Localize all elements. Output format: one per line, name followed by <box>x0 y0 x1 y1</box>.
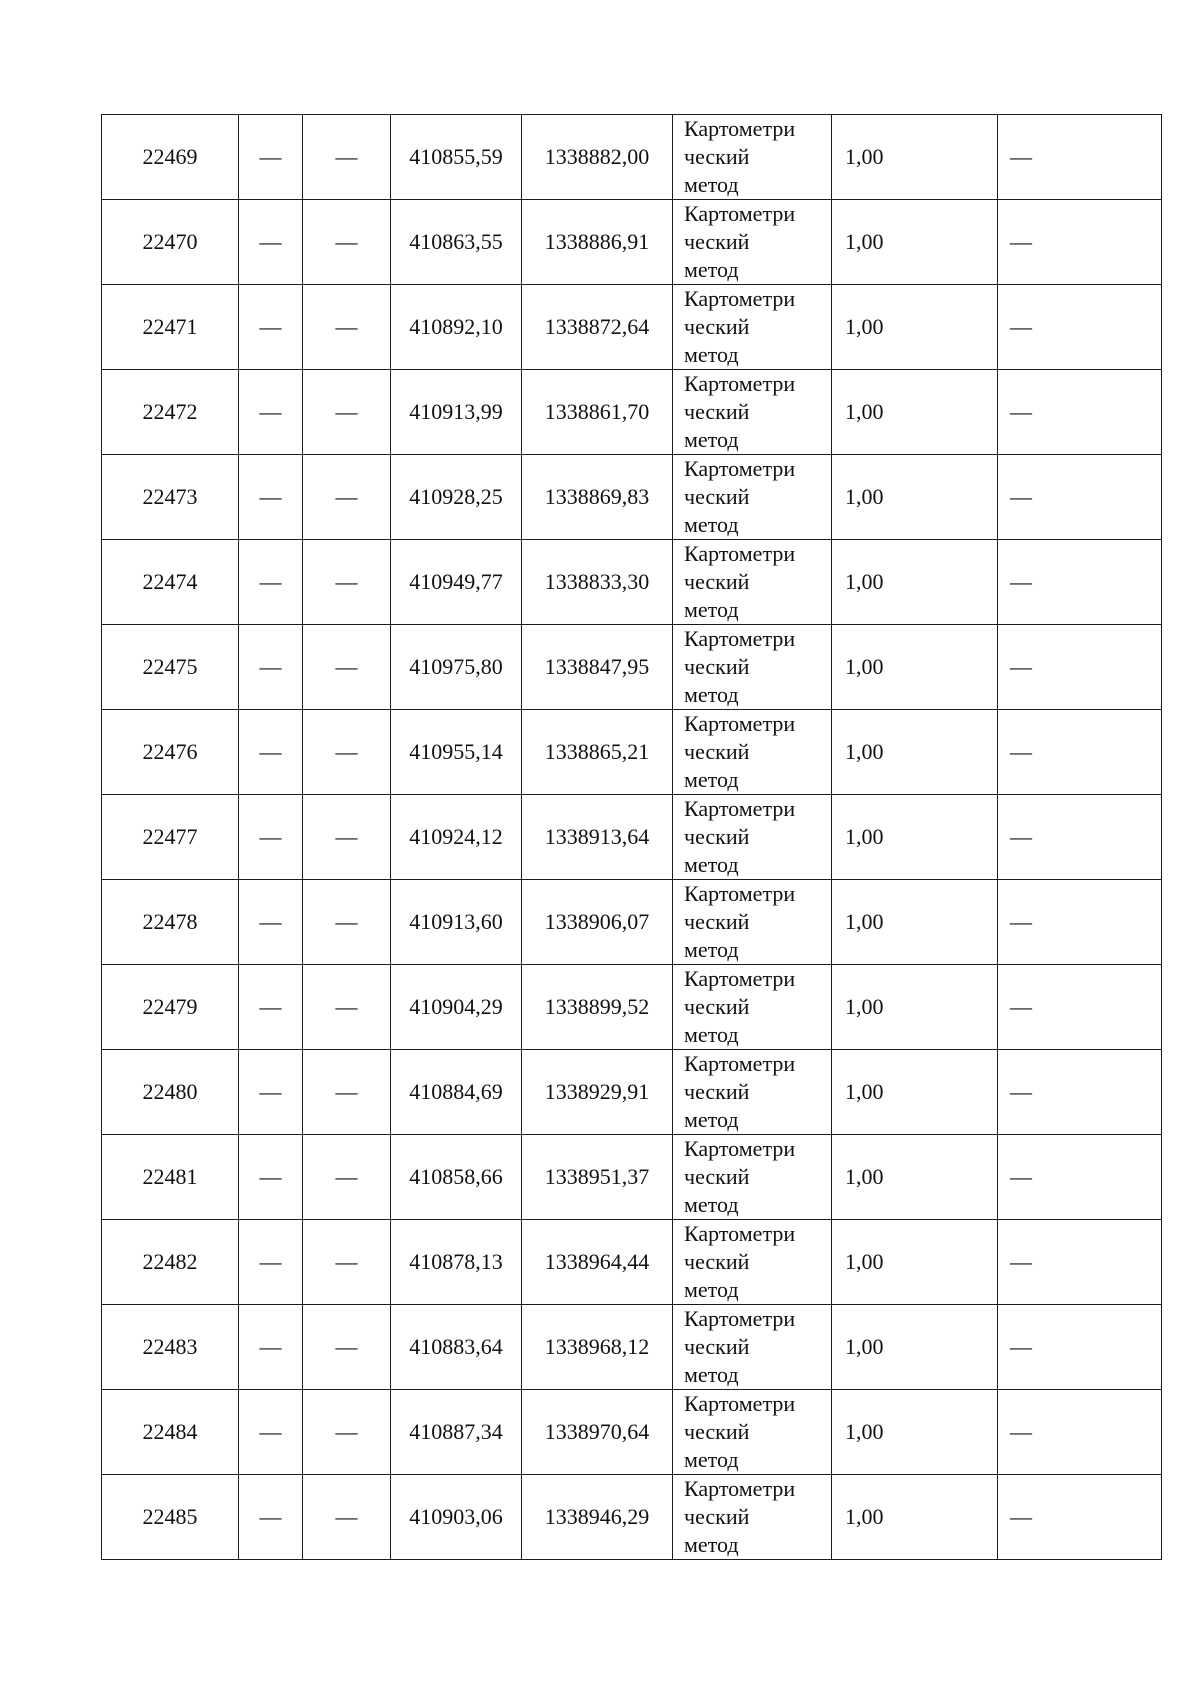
method-text-line: метод <box>684 937 739 962</box>
method-text-line: Картометри <box>684 456 796 481</box>
method-cell <box>673 625 832 710</box>
empty-dash-cell: — <box>303 540 391 625</box>
point-number-cell: 22478 <box>102 880 239 965</box>
method-text-line: ческий <box>684 399 750 424</box>
method-cell <box>673 1135 832 1220</box>
table-row <box>102 625 1162 710</box>
method-text-line: метод <box>684 767 739 792</box>
empty-dash-cell: — <box>239 710 303 795</box>
point-number-cell: 22483 <box>102 1305 239 1390</box>
method-cell <box>673 1475 832 1560</box>
accuracy-cell: 1,00 <box>832 625 998 710</box>
table-row <box>102 285 1162 370</box>
y-coordinate-cell: 1338869,83 <box>522 455 673 540</box>
method-text-line: метод <box>684 512 739 537</box>
y-coordinate-cell: 1338886,91 <box>522 200 673 285</box>
method-cell <box>673 200 832 285</box>
table-row <box>102 115 1162 200</box>
accuracy-cell: 1,00 <box>832 795 998 880</box>
method-text-line: ческий <box>684 994 750 1019</box>
accuracy-cell: 1,00 <box>832 115 998 200</box>
method-text-line: метод <box>684 1447 739 1472</box>
method-cell <box>673 285 832 370</box>
empty-dash-cell: — <box>239 370 303 455</box>
coordinates-table <box>101 114 1162 1560</box>
accuracy-cell: 1,00 <box>832 1305 998 1390</box>
method-text-line: ческий <box>684 1079 750 1104</box>
method-text-line: ческий <box>684 229 750 254</box>
table-row <box>102 795 1162 880</box>
method-text-line: ческий <box>684 1419 750 1444</box>
y-coordinate-cell: 1338970,64 <box>522 1390 673 1475</box>
x-coordinate-cell: 410887,34 <box>391 1390 522 1475</box>
note-dash-cell: — <box>998 965 1162 1050</box>
accuracy-cell: 1,00 <box>832 200 998 285</box>
y-coordinate-cell: 1338968,12 <box>522 1305 673 1390</box>
x-coordinate-cell: 410924,12 <box>391 795 522 880</box>
method-text-line: ческий <box>684 484 750 509</box>
y-coordinate-cell: 1338906,07 <box>522 880 673 965</box>
method-text-line: ческий <box>684 144 750 169</box>
empty-dash-cell: — <box>303 1390 391 1475</box>
x-coordinate-cell: 410884,69 <box>391 1050 522 1135</box>
note-dash-cell: — <box>998 1220 1162 1305</box>
x-coordinate-cell: 410892,10 <box>391 285 522 370</box>
method-text-line: ческий <box>684 1164 750 1189</box>
empty-dash-cell: — <box>303 965 391 1050</box>
y-coordinate-cell: 1338882,00 <box>522 115 673 200</box>
method-text-line: метод <box>684 1022 739 1047</box>
x-coordinate-cell: 410883,64 <box>391 1305 522 1390</box>
y-coordinate-cell: 1338913,64 <box>522 795 673 880</box>
point-number-cell: 22475 <box>102 625 239 710</box>
table-row <box>102 1135 1162 1220</box>
empty-dash-cell: — <box>239 1390 303 1475</box>
y-coordinate-cell: 1338833,30 <box>522 540 673 625</box>
method-text-line: ческий <box>684 909 750 934</box>
note-dash-cell: — <box>998 455 1162 540</box>
point-number-cell: 22471 <box>102 285 239 370</box>
method-text-line: Картометри <box>684 201 796 226</box>
point-number-cell: 22473 <box>102 455 239 540</box>
point-number-cell: 22470 <box>102 200 239 285</box>
method-cell <box>673 1050 832 1135</box>
x-coordinate-cell: 410955,14 <box>391 710 522 795</box>
empty-dash-cell: — <box>239 1220 303 1305</box>
y-coordinate-cell: 1338964,44 <box>522 1220 673 1305</box>
empty-dash-cell: — <box>303 1475 391 1560</box>
point-number-cell: 22482 <box>102 1220 239 1305</box>
point-number-cell: 22469 <box>102 115 239 200</box>
empty-dash-cell: — <box>239 880 303 965</box>
empty-dash-cell: — <box>303 710 391 795</box>
x-coordinate-cell: 410949,77 <box>391 540 522 625</box>
method-text-line: Картометри <box>684 711 796 736</box>
empty-dash-cell: — <box>303 370 391 455</box>
x-coordinate-cell: 410913,60 <box>391 880 522 965</box>
method-text-line: Картометри <box>684 371 796 396</box>
point-number-cell: 22484 <box>102 1390 239 1475</box>
note-dash-cell: — <box>998 1050 1162 1135</box>
method-text-line: метод <box>684 1107 739 1132</box>
empty-dash-cell: — <box>303 625 391 710</box>
method-text-line: Картометри <box>684 116 796 141</box>
empty-dash-cell: — <box>303 795 391 880</box>
method-cell <box>673 880 832 965</box>
method-text-line: ческий <box>684 569 750 594</box>
method-text-line: метод <box>684 682 739 707</box>
empty-dash-cell: — <box>239 625 303 710</box>
empty-dash-cell: — <box>239 1050 303 1135</box>
point-number-cell: 22481 <box>102 1135 239 1220</box>
table-row <box>102 880 1162 965</box>
method-cell <box>673 540 832 625</box>
empty-dash-cell: — <box>239 1475 303 1560</box>
empty-dash-cell: — <box>303 200 391 285</box>
point-number-cell: 22479 <box>102 965 239 1050</box>
method-text-line: Картометри <box>684 796 796 821</box>
y-coordinate-cell: 1338872,64 <box>522 285 673 370</box>
point-number-cell: 22474 <box>102 540 239 625</box>
accuracy-cell: 1,00 <box>832 540 998 625</box>
accuracy-cell: 1,00 <box>832 965 998 1050</box>
accuracy-cell: 1,00 <box>832 1220 998 1305</box>
table-row <box>102 1220 1162 1305</box>
y-coordinate-cell: 1338861,70 <box>522 370 673 455</box>
method-text-line: метод <box>684 852 739 877</box>
empty-dash-cell: — <box>303 1220 391 1305</box>
empty-dash-cell: — <box>303 285 391 370</box>
method-text-line: метод <box>684 342 739 367</box>
y-coordinate-cell: 1338847,95 <box>522 625 673 710</box>
empty-dash-cell: — <box>239 455 303 540</box>
x-coordinate-cell: 410863,55 <box>391 200 522 285</box>
accuracy-cell: 1,00 <box>832 1390 998 1475</box>
table-row <box>102 965 1162 1050</box>
point-number-cell: 22485 <box>102 1475 239 1560</box>
note-dash-cell: — <box>998 625 1162 710</box>
method-cell <box>673 455 832 540</box>
point-number-cell: 22480 <box>102 1050 239 1135</box>
point-number-cell: 22472 <box>102 370 239 455</box>
note-dash-cell: — <box>998 880 1162 965</box>
method-text-line: ческий <box>684 1249 750 1274</box>
method-cell <box>673 795 832 880</box>
table-row <box>102 1390 1162 1475</box>
point-number-cell: 22476 <box>102 710 239 795</box>
point-number-cell: 22477 <box>102 795 239 880</box>
empty-dash-cell: — <box>239 965 303 1050</box>
y-coordinate-cell: 1338865,21 <box>522 710 673 795</box>
method-text-line: Картометри <box>684 1221 796 1246</box>
method-text-line: Картометри <box>684 1391 796 1416</box>
empty-dash-cell: — <box>303 1050 391 1135</box>
empty-dash-cell: — <box>303 880 391 965</box>
empty-dash-cell: — <box>239 1305 303 1390</box>
table-row <box>102 370 1162 455</box>
method-text-line: Картометри <box>684 1136 796 1161</box>
empty-dash-cell: — <box>239 115 303 200</box>
method-text-line: ческий <box>684 654 750 679</box>
method-text-line: метод <box>684 1192 739 1217</box>
table-row <box>102 540 1162 625</box>
method-cell <box>673 965 832 1050</box>
method-text-line: Картометри <box>684 286 796 311</box>
empty-dash-cell: — <box>239 285 303 370</box>
empty-dash-cell: — <box>239 540 303 625</box>
table-row <box>102 1305 1162 1390</box>
method-text-line: ческий <box>684 824 750 849</box>
x-coordinate-cell: 410928,25 <box>391 455 522 540</box>
note-dash-cell: — <box>998 1475 1162 1560</box>
method-text-line: метод <box>684 597 739 622</box>
table-row <box>102 710 1162 795</box>
method-text-line: Картометри <box>684 1051 796 1076</box>
note-dash-cell: — <box>998 540 1162 625</box>
method-text-line: Картометри <box>684 541 796 566</box>
note-dash-cell: — <box>998 370 1162 455</box>
table-row <box>102 455 1162 540</box>
empty-dash-cell: — <box>239 1135 303 1220</box>
empty-dash-cell: — <box>303 1135 391 1220</box>
method-text-line: метод <box>684 257 739 282</box>
method-text-line: метод <box>684 1362 739 1387</box>
method-cell <box>673 370 832 455</box>
accuracy-cell: 1,00 <box>832 370 998 455</box>
method-text-line: метод <box>684 1277 739 1302</box>
method-cell <box>673 1220 832 1305</box>
method-text-line: ческий <box>684 314 750 339</box>
method-text-line: метод <box>684 172 739 197</box>
x-coordinate-cell: 410913,99 <box>391 370 522 455</box>
y-coordinate-cell: 1338951,37 <box>522 1135 673 1220</box>
x-coordinate-cell: 410975,80 <box>391 625 522 710</box>
empty-dash-cell: — <box>303 1305 391 1390</box>
x-coordinate-cell: 410904,29 <box>391 965 522 1050</box>
method-text-line: Картометри <box>684 881 796 906</box>
method-cell <box>673 115 832 200</box>
note-dash-cell: — <box>998 710 1162 795</box>
note-dash-cell: — <box>998 795 1162 880</box>
note-dash-cell: — <box>998 115 1162 200</box>
note-dash-cell: — <box>998 1390 1162 1475</box>
note-dash-cell: — <box>998 285 1162 370</box>
accuracy-cell: 1,00 <box>832 880 998 965</box>
note-dash-cell: — <box>998 200 1162 285</box>
accuracy-cell: 1,00 <box>832 1135 998 1220</box>
method-cell <box>673 1305 832 1390</box>
empty-dash-cell: — <box>239 200 303 285</box>
method-cell <box>673 1390 832 1475</box>
accuracy-cell: 1,00 <box>832 1475 998 1560</box>
empty-dash-cell: — <box>303 455 391 540</box>
x-coordinate-cell: 410858,66 <box>391 1135 522 1220</box>
method-text-line: Картометри <box>684 626 796 651</box>
y-coordinate-cell: 1338946,29 <box>522 1475 673 1560</box>
method-text-line: Картометри <box>684 1476 796 1501</box>
accuracy-cell: 1,00 <box>832 1050 998 1135</box>
method-text-line: метод <box>684 427 739 452</box>
accuracy-cell: 1,00 <box>832 285 998 370</box>
method-text-line: Картометри <box>684 966 796 991</box>
x-coordinate-cell: 410903,06 <box>391 1475 522 1560</box>
accuracy-cell: 1,00 <box>832 455 998 540</box>
empty-dash-cell: — <box>239 795 303 880</box>
method-cell <box>673 710 832 795</box>
table-row <box>102 1475 1162 1560</box>
method-text-line: Картометри <box>684 1306 796 1331</box>
y-coordinate-cell: 1338899,52 <box>522 965 673 1050</box>
x-coordinate-cell: 410855,59 <box>391 115 522 200</box>
empty-dash-cell: — <box>303 115 391 200</box>
method-text-line: метод <box>684 1532 739 1557</box>
method-text-line: ческий <box>684 1334 750 1359</box>
table-body <box>102 115 1162 1560</box>
method-text-line: ческий <box>684 739 750 764</box>
note-dash-cell: — <box>998 1305 1162 1390</box>
note-dash-cell: — <box>998 1135 1162 1220</box>
table-row <box>102 200 1162 285</box>
table-row <box>102 1050 1162 1135</box>
accuracy-cell: 1,00 <box>832 710 998 795</box>
method-text-line: ческий <box>684 1504 750 1529</box>
x-coordinate-cell: 410878,13 <box>391 1220 522 1305</box>
y-coordinate-cell: 1338929,91 <box>522 1050 673 1135</box>
